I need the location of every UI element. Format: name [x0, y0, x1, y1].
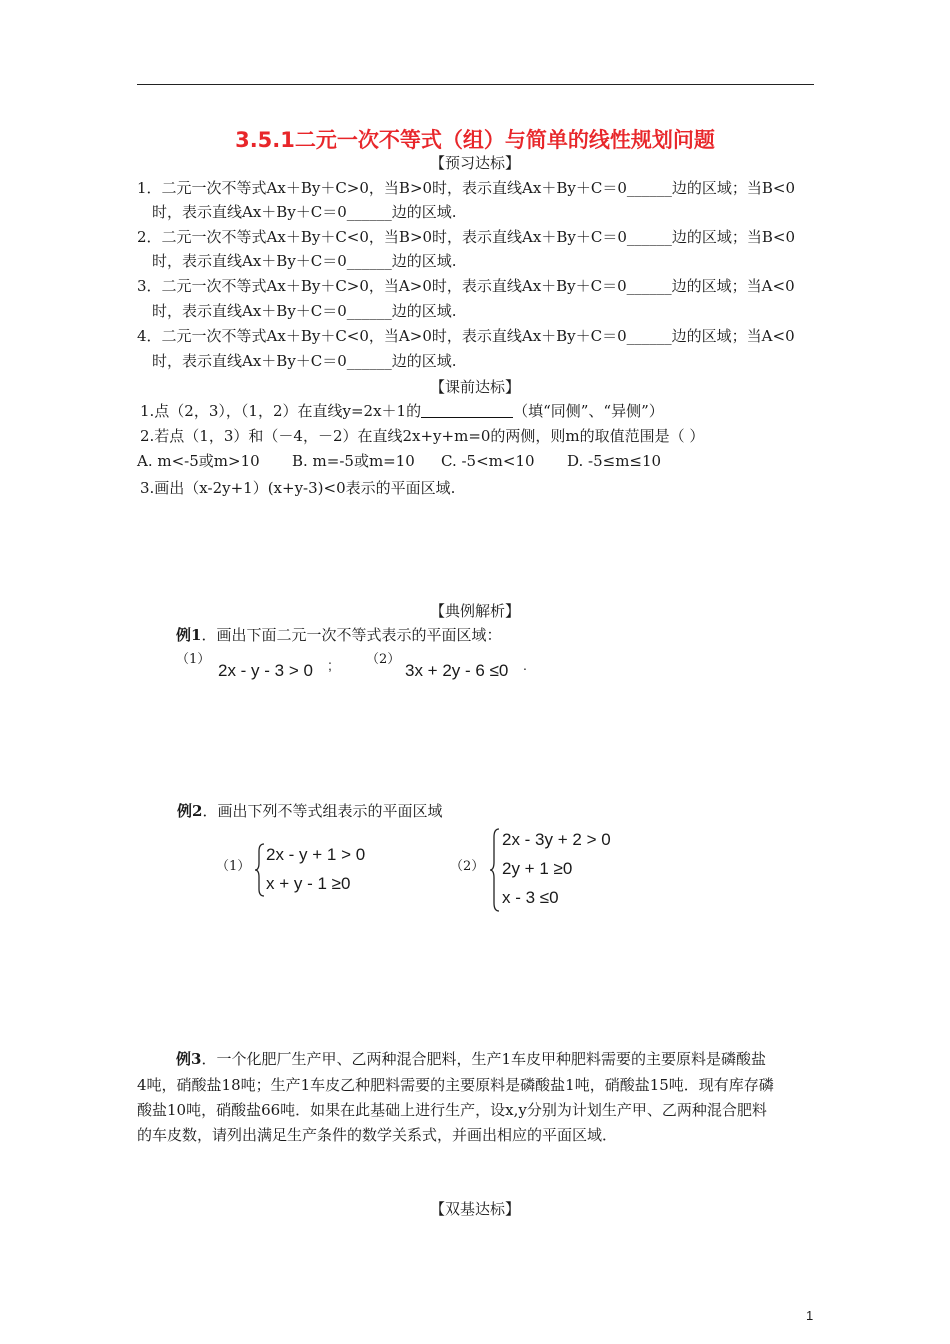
- answer-blank: [421, 403, 513, 418]
- pre-class-q2-option-a: A. m<-5或m>10: [137, 452, 260, 470]
- example-3-line3: 酸盐10吨，硝酸盐66吨．如果在此基础上进行生产，设x,y分别为计划生产甲、乙两种混合肥料: [137, 1101, 767, 1119]
- example-3-text-1: ．一个化肥厂生产甲、乙两种混合肥料，生产1车皮甲种肥料需要的主要原料是磷酸盐: [201, 1050, 766, 1068]
- example-2-part2-line3: x - 3 ≤0: [502, 888, 559, 907]
- section-double-base-heading: 【双基达标】: [429, 1200, 520, 1218]
- preview-item-4-line1: 4．二元一次不等式Ax＋By＋C<0，当A>0时，表示直线Ax＋By＋C＝0______边的区域；当A<0: [137, 327, 795, 345]
- pre-class-q3: 3.画出（x-2y+1）(x+y-3)<0表示的平面区域.: [140, 479, 456, 497]
- section-preview-heading: 【预习达标】: [429, 154, 520, 172]
- preview-item-3-line1: 3．二元一次不等式Ax＋By＋C>0，当A>0时，表示直线Ax＋By＋C＝0______边的区域；当A<0: [137, 277, 795, 295]
- pre-class-q1-hint: （填“同侧”、“异侧”）: [513, 402, 664, 420]
- header-rule: [137, 84, 814, 85]
- section-examples-heading: 【典例解析】: [429, 602, 520, 620]
- example-1-part1-label: （1）: [176, 652, 211, 667]
- example-2-part1-line1: 2x - y + 1 > 0: [266, 845, 366, 864]
- pre-class-q2-option-b: B. m=-5或m=10: [292, 452, 415, 470]
- preview-item-3-line2: 时，表示直线Ax＋By＋C＝0______边的区域.: [152, 302, 457, 320]
- example-2-part2-label: （2）: [450, 859, 485, 874]
- example-3-line2: 4吨，硝酸盐18吨；生产1车皮乙种肥料需要的主要原料是磷酸盐1吨，硝酸盐15吨．现有库存磷: [137, 1076, 774, 1094]
- pre-class-q2-option-d: D. -5≤m≤10: [567, 452, 662, 470]
- preview-item-1-line1: 1．二元一次不等式Ax＋By＋C>0，当B>0时，表示直线Ax＋By＋C＝0______边的区域；当B<0: [137, 179, 796, 197]
- page-number: 1: [806, 1308, 814, 1323]
- pre-class-q2-option-c: C. -5<m<10: [441, 452, 535, 470]
- example-3-label: 例3: [176, 1050, 202, 1068]
- preview-item-4-line2: 时，表示直线Ax＋By＋C＝0______边的区域.: [152, 352, 457, 370]
- page-title: 3.5.1二元一次不等式（组）与简单的线性规划问题: [235, 128, 715, 152]
- example-1-part2-label: （2）: [366, 652, 401, 667]
- example-1-end: .: [523, 657, 527, 673]
- pre-class-q2: 2.若点（1，3）和（－4，－2）在直线2x+y+m=0的两侧，则m的取值范围是（ ）: [140, 427, 705, 445]
- example-2-prompt: [177, 802, 442, 820]
- example-1-label: 例1: [176, 626, 202, 644]
- example-2-part2-brace: [489, 828, 501, 912]
- example-2-part1-line2: x + y - 1 ≥0: [266, 874, 351, 893]
- example-3-line1: [176, 1050, 766, 1068]
- pre-class-q1-text: 1.点（2，3），（1，2）在直线y=2x＋1的: [140, 402, 422, 420]
- preview-item-2-line2: 时，表示直线Ax＋By＋C＝0______边的区域.: [152, 252, 457, 270]
- preview-item-1-line2: 时，表示直线Ax＋By＋C＝0______边的区域.: [152, 203, 457, 221]
- preview-item-2-line1: 2．二元一次不等式Ax＋By＋C<0，当B>0时，表示直线Ax＋By＋C＝0______边的区域；当B<0: [137, 228, 796, 246]
- example-3-line4: 的车皮数，请列出满足生产条件的数学关系式，并画出相应的平面区域．: [137, 1126, 618, 1144]
- example-2-part2-line2: 2y + 1 ≥0: [502, 859, 573, 878]
- example-1-prompt: [176, 626, 501, 644]
- example-2-part1-label: （1）: [216, 859, 251, 874]
- example-1-part1-expr: 2x - y - 3 > 0: [218, 661, 313, 680]
- pre-class-q1: [140, 402, 664, 420]
- example-2-part2-line1: 2x - 3y + 2 > 0: [502, 830, 611, 849]
- example-1-separator: ;: [328, 657, 332, 673]
- example-2-part1-brace: [254, 843, 266, 897]
- example-1-text: ．画出下面二元一次不等式表示的平面区域：: [201, 626, 502, 644]
- example-1-part2-expr: 3x + 2y - 6 ≤0: [405, 661, 509, 680]
- section-pre-class-heading: 【课前达标】: [429, 378, 520, 396]
- example-2-label: 例2: [177, 802, 203, 820]
- example-2-text: ．画出下列不等式组表示的平面区域: [202, 802, 443, 820]
